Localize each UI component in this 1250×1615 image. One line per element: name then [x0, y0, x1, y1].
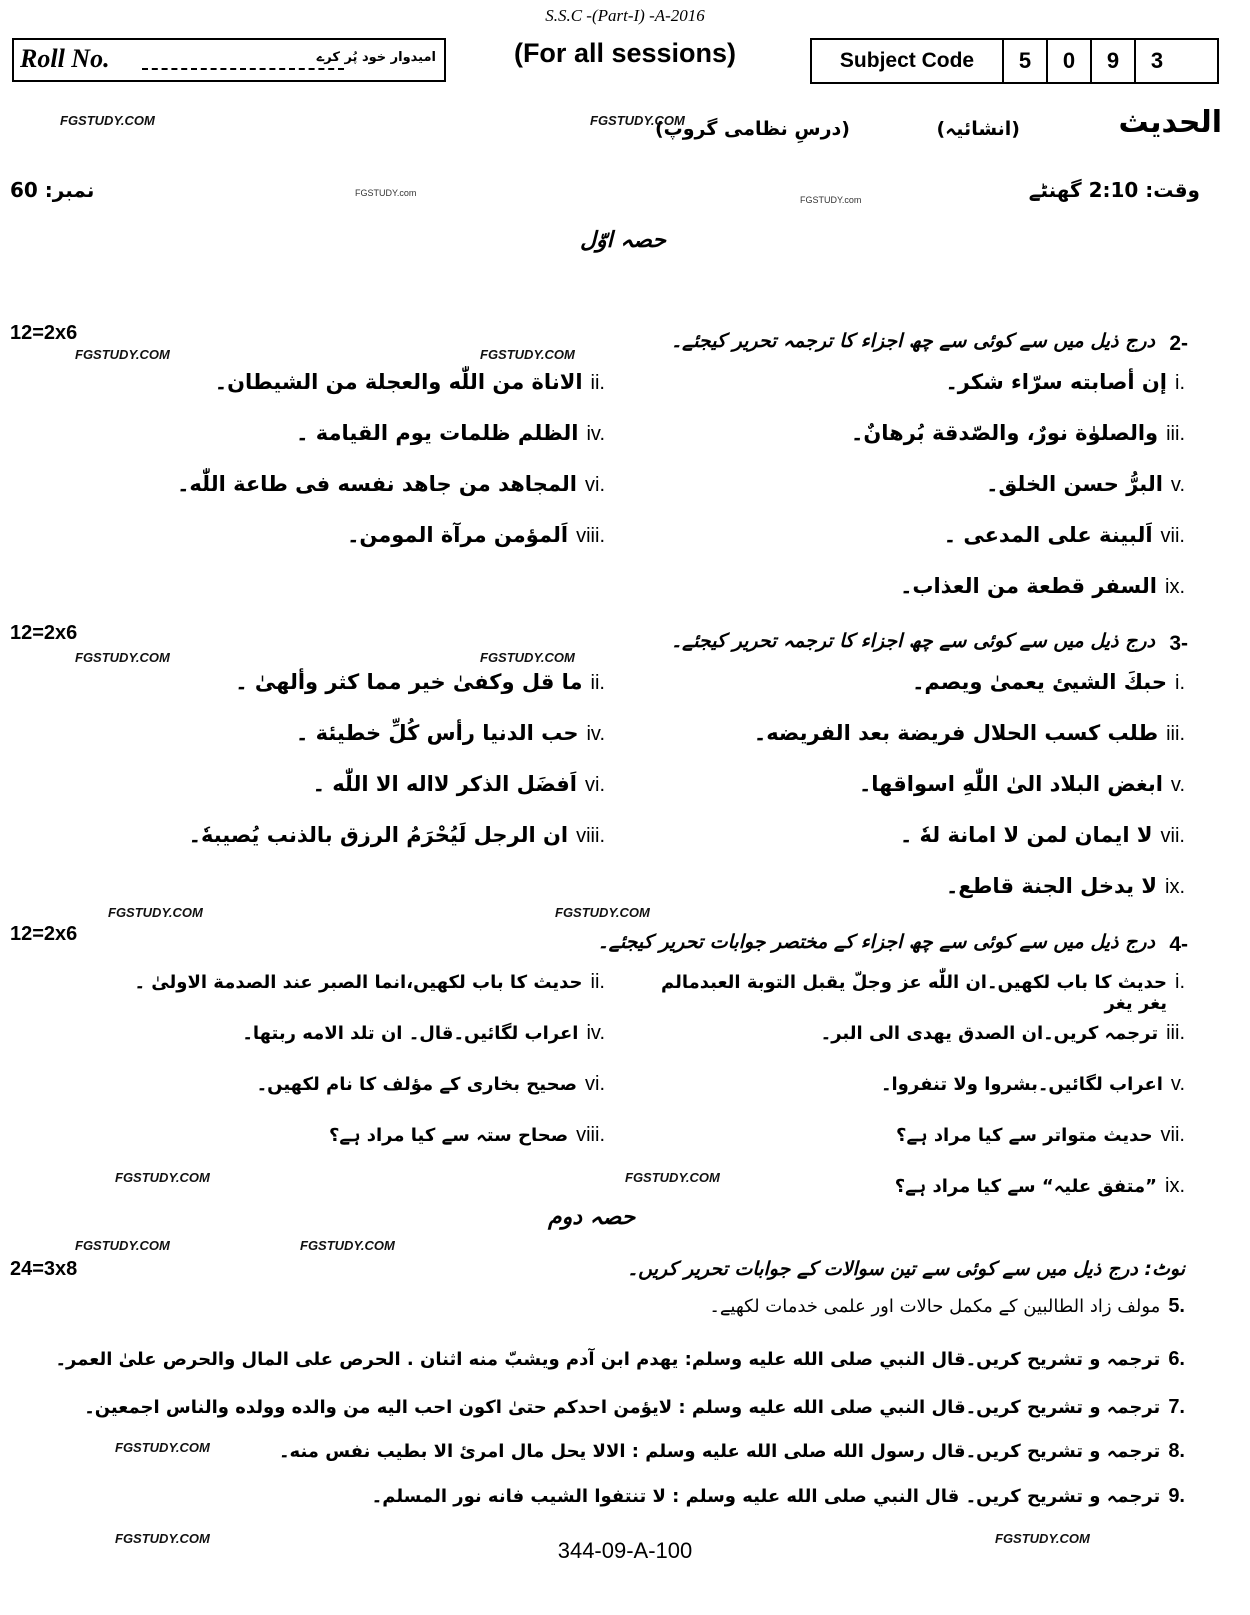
part-numeral: vii. [1160, 825, 1185, 847]
paper-type: (انشائیہ) [936, 118, 1020, 140]
long-question [372, 1485, 1185, 1508]
part-numeral: viii. [576, 825, 605, 847]
question-number: 7. [1168, 1396, 1185, 1418]
question-number: 2- [1169, 332, 1188, 355]
part-numeral: vi. [585, 1073, 605, 1095]
question-part [134, 971, 605, 994]
subject-code-digit: 9 [1090, 40, 1134, 82]
paper-title: الحدیث [1118, 105, 1222, 140]
part-text: المجاهد من جاهد نفسه فى طاعة اللّٰه۔ [177, 472, 577, 496]
watermark: FGSTUDY.COM [625, 1170, 720, 1185]
watermark: FGSTUDY.COM [75, 1238, 170, 1253]
part-numeral: ix. [1165, 576, 1185, 598]
watermark: FGSTUDY.COM [590, 113, 685, 128]
part-text: والصلوٰة نورٌ، والصّدقة بُرهانٌ۔ [851, 421, 1159, 445]
watermark: FGSTUDY.COM [115, 1440, 210, 1455]
question-marks: 12=2x6 [10, 322, 78, 344]
part-text: حبكَ الشيئ يعمىٰ ويصم۔ [912, 670, 1167, 694]
part-numeral: ix. [1165, 1175, 1185, 1197]
part-text: حدیث متواتر سے کیا مراد ہے؟ [896, 1125, 1153, 1146]
question-marks: 12=2x6 [10, 622, 78, 644]
part-text: لا يدخل الجنة قاطع۔ [945, 874, 1157, 898]
part-numeral: v. [1170, 1073, 1185, 1095]
part-text: ترجمہ کریں۔ان الصدق يهدى الى البر۔ [820, 1023, 1159, 1044]
part-numeral: ix. [1165, 876, 1185, 898]
part-numeral: vii. [1160, 1124, 1185, 1146]
watermark: FGSTUDY.COM [995, 1531, 1090, 1546]
question-part [647, 971, 1185, 1014]
question-heading: درج ذیل میں سے کوئی سے چھ اجزاء کا ترجمہ تحریر کیجئے۔ [670, 630, 1155, 652]
part-numeral: ii. [590, 372, 605, 394]
part-two-marks: 24=3x8 [10, 1258, 78, 1280]
question-part [945, 370, 1185, 395]
subject-code-digit: 5 [1002, 40, 1046, 82]
question-part [896, 1124, 1185, 1147]
part-one-heading: حصہ اوّل [580, 228, 666, 253]
question-part [235, 670, 605, 695]
part-numeral: i. [1175, 971, 1185, 993]
question-heading: درج ذیل میں سے کوئی سے چھ اجزاء کے مختصر جوابات تحریر کیجئے۔ [597, 931, 1155, 953]
sessions-label: (For all sessions) [513, 38, 737, 68]
part-numeral: viii. [576, 1124, 605, 1146]
part-numeral: viii. [576, 525, 605, 547]
part-text: السفر قطعة من العذاب۔ [900, 574, 1157, 598]
question-part [859, 772, 1185, 797]
watermark: FGSTUDY.COM [75, 347, 170, 362]
subject-code-digit: 0 [1046, 40, 1090, 82]
part-numeral: iv. [586, 723, 605, 745]
part-numeral: i. [1175, 372, 1185, 394]
question-text: ترجمہ و تشریح کریں۔قال رسول الله صلى الله عليه وسلم : الالا يحل مال امرئ الا بطيب نفس منه۔ [278, 1441, 1161, 1462]
question-part [851, 421, 1185, 446]
part-text: ما قل وكفىٰ خير مما كثر وألهىٰ ۔ [235, 670, 583, 694]
question-part [944, 523, 1185, 548]
part-text: اعراب لگائیں۔قال۔ ان تلد الامه ربتها۔ [242, 1023, 579, 1044]
question-part [895, 1175, 1185, 1198]
subject-code-label: Subject Code [839, 49, 975, 72]
part-numeral: v. [1170, 774, 1185, 796]
question-text: ترجمہ و تشریح کریں۔قال النبي صلى الله عليه وسلم: يهدم ابن آدم ويشبّ منه اثنان . الحرص على المال والحرص علىٰ العمر۔ [55, 1349, 1161, 1370]
long-question [84, 1396, 1185, 1419]
part-numeral: vi. [585, 774, 605, 796]
part-text: لا ايمان لمن لا امانة لهٗ ۔ [899, 823, 1153, 847]
part-text: الظلم ظلمات يوم القيامة ۔ [296, 421, 579, 445]
part-numeral: iii. [1166, 1022, 1185, 1044]
question-part [900, 823, 1185, 848]
question-part [296, 721, 605, 746]
part-text: اَفضَل الذكر لااله الا اللّٰه ۔ [312, 772, 577, 796]
roll-number-box[interactable] [12, 38, 446, 82]
roll-number-urdu-note: امیدوار خود پُر کرے [316, 50, 436, 65]
question-part [296, 421, 605, 446]
watermark: FGSTUDY.COM [115, 1170, 210, 1185]
question-text: ترجمہ و تشریح کریں۔ قال النبي صلى الله عليه وسلم : لا تنتفوا الشيب فانه نور المسلم۔ [371, 1486, 1161, 1507]
part-numeral: vi. [585, 474, 605, 496]
question-heading: درج ذیل میں سے کوئی سے چھ اجزاء کا ترجمہ تحریر کیجئے۔ [670, 330, 1155, 352]
question-part [177, 472, 605, 497]
part-text: صحاح ستہ سے کیا مراد ہے؟ [328, 1125, 569, 1146]
part-text: حدیث کا باب لکھیں،انما الصبر عند الصدمة الاولىٰ ۔ [134, 972, 583, 993]
question-number: 3- [1169, 632, 1188, 655]
part-numeral: ii. [590, 672, 605, 694]
part-text: اَلمؤمن مرآة المومن۔ [347, 523, 569, 547]
question-marks: 12=2x6 [10, 923, 78, 945]
long-question [55, 1348, 1185, 1371]
roll-number-line [142, 68, 344, 70]
roll-number-label: Roll No. [20, 44, 110, 73]
question-part [215, 370, 605, 395]
part-two-heading: حصہ دوم [548, 1205, 636, 1230]
part-numeral: vii. [1160, 525, 1185, 547]
part-numeral: iv. [586, 1022, 605, 1044]
watermark: FGSTUDY.COM [75, 650, 170, 665]
question-part [329, 1124, 605, 1147]
part-text: ”متفق علیہ“ سے کیا مراد ہے؟ [894, 1176, 1157, 1197]
question-part [257, 1073, 605, 1096]
part-text: اَلبينة على المدعى ۔ [943, 523, 1153, 547]
question-part [754, 721, 1185, 746]
watermark: FGSTUDY.COM [60, 113, 155, 128]
question-text: ترجمہ و تشریح کریں۔قال النبي صلى الله عليه وسلم : لايؤمن احدكم حتىٰ اكون احب اليه من والده وولده والناس اجمعين۔ [84, 1397, 1161, 1418]
question-number: 8. [1168, 1440, 1185, 1462]
part-numeral: v. [1170, 474, 1185, 496]
exam-title: S.S.C -(Part-I) -A-2016 [545, 6, 705, 25]
question-part [821, 1022, 1185, 1045]
total-marks: نمبر: 60 [10, 178, 95, 202]
watermark: FGSTUDY.COM [300, 1238, 395, 1253]
long-question [279, 1440, 1185, 1463]
question-part [912, 670, 1185, 695]
part-numeral: ii. [590, 971, 605, 993]
watermark: FGSTUDY.com [800, 195, 862, 205]
watermark: FGSTUDY.com [355, 188, 417, 198]
question-number: 6. [1168, 1348, 1185, 1370]
part-text: اعراب لگائیں۔بشروا ولا تنفروا۔ [880, 1074, 1163, 1095]
part-numeral: iii. [1166, 723, 1185, 745]
subject-code-box [810, 38, 1219, 84]
question-part [986, 472, 1185, 497]
watermark: FGSTUDY.COM [480, 650, 575, 665]
question-number: 9. [1168, 1485, 1185, 1507]
subject-code-digit: 3 [1134, 40, 1178, 82]
part-numeral: iii. [1166, 423, 1185, 445]
question-part [881, 1073, 1185, 1096]
question-part [313, 772, 605, 797]
part-text: طلب كسب الحلال فريضة بعد الفريضه۔ [753, 721, 1159, 745]
part-text: صحیح بخاری کے مؤلف کا نام لکھیں۔ [256, 1074, 577, 1095]
part-two-note: نوٹ: درج ذیل میں سے کوئی سے تین سوالات کے جوابات تحریر کریں۔ [627, 1258, 1185, 1280]
paper-group: (درسِ نظامی گروپ) [654, 118, 850, 140]
part-text: ان الرجل لَيُحْرَمُ الرزق بالذنب يُصيبهٗ۔ [188, 823, 569, 847]
watermark: FGSTUDY.COM [555, 905, 650, 920]
question-number: 4- [1169, 933, 1188, 956]
part-text: ابغض البلاد الىٰ اللّٰهِ اسواقها۔ [858, 772, 1163, 796]
question-part [900, 574, 1185, 599]
part-text: البرُّ حسن الخلق۔ [986, 472, 1163, 496]
question-number: 5. [1168, 1295, 1185, 1317]
time-allowed: وقت: 2:10 گھنٹے [1028, 178, 1200, 202]
watermark: FGSTUDY.COM [115, 1531, 210, 1546]
part-numeral: i. [1175, 672, 1185, 694]
question-part [347, 523, 605, 548]
long-question [709, 1295, 1185, 1318]
part-text: الاناة من اللّٰه والعجلة من الشيطان۔ [214, 370, 583, 394]
paper-code-footer: 344-09-A-100 [557, 1538, 693, 1563]
watermark: FGSTUDY.COM [480, 347, 575, 362]
question-part [242, 1022, 605, 1045]
part-text: إن أصابته سرّاء شكر۔ [945, 370, 1167, 394]
part-text: حدیث کا باب لکھیں۔ان اللّٰه عز وجلّ يقبل التوبة العبدمالم يغر يغر [660, 972, 1167, 1014]
question-part [946, 874, 1185, 899]
part-numeral: iv. [586, 423, 605, 445]
question-part [189, 823, 605, 848]
question-text: مولف زاد الطالبین کے مکمل حالات اور علمی خدمات لکھیے۔ [709, 1296, 1161, 1317]
watermark: FGSTUDY.COM [108, 905, 203, 920]
part-text: حب الدنيا رأس كُلِّ خطيئة ۔ [296, 721, 579, 745]
